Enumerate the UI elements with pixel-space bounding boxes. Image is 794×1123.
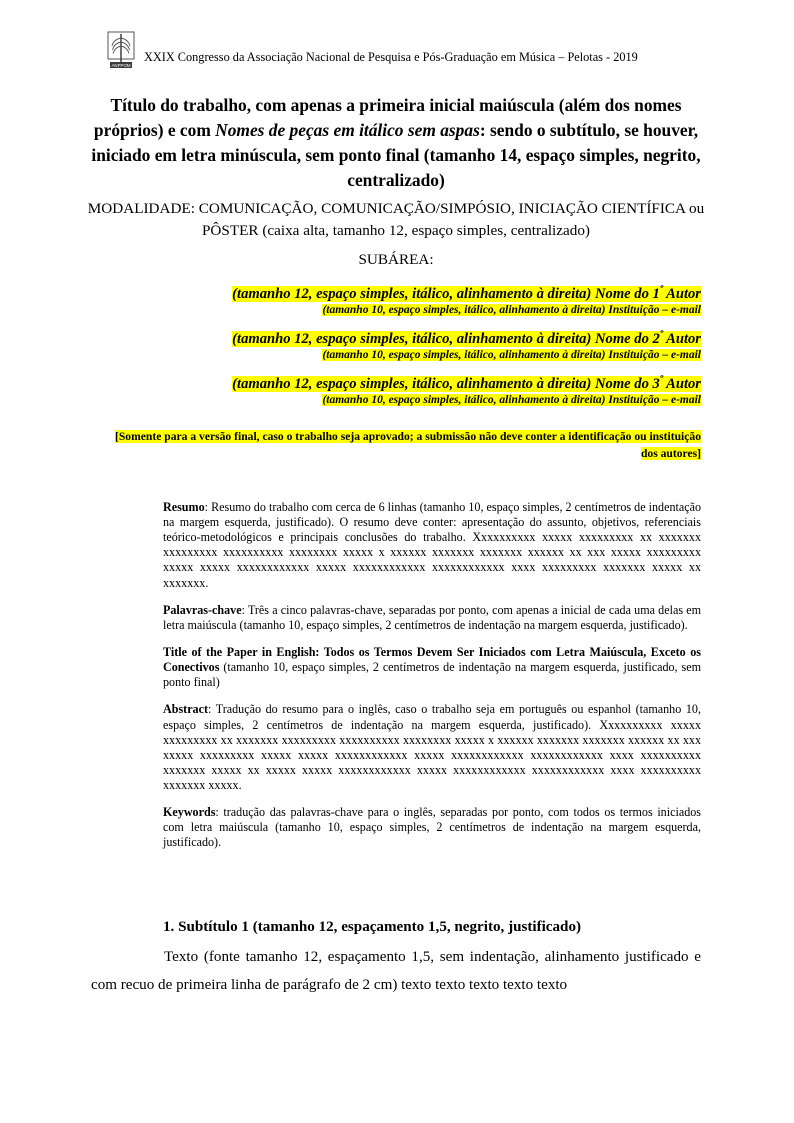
abstract-body: (tamanho 10, espaço simples, 2 centímetros de indentação na margem esquerda, justificado, sem ponto final) xyxy=(163,660,701,690)
abstract-label-sep: : xyxy=(208,702,216,717)
anppom-logo-icon xyxy=(106,31,136,69)
author-name-suffix: Autor xyxy=(663,376,701,392)
author-name-suffix: Autor xyxy=(663,286,701,302)
author-institution-text: (tamanho 10, espaço simples, itálico, alinhamento à direita) Instituição – e-mail xyxy=(322,349,701,361)
abstract-body: Três a cinco palavras-chave, separadas por ponto, com apenas a inicial de cada uma delas em letra maiúscula (tamanho 10, espaço simples, 2 centímetros de indentação na margem esquerda, justificado). xyxy=(163,602,701,632)
author-ordinal: º xyxy=(659,374,663,386)
author-institution-line xyxy=(107,348,701,363)
abstract-paragraph xyxy=(163,702,701,793)
author-entry xyxy=(107,286,701,318)
abstract-label: Title of the Paper in English: Todos os Termos Devem Ser Iniciados com Letra Maiúscula, Exceto os Conectivos xyxy=(163,645,701,675)
page-header xyxy=(106,31,701,69)
svg-text:ANPPOM: ANPPOM xyxy=(111,62,131,68)
author-name-prefix: (tamanho 12, espaço simples, itálico, alinhamento à direita) Nome do 1 xyxy=(232,286,660,302)
abstract-area xyxy=(163,488,701,862)
author-ordinal: º xyxy=(659,284,663,296)
abstract-label: Keywords xyxy=(163,805,216,820)
author-institution-line xyxy=(107,303,701,318)
section-heading: 1. Subtítulo 1 (tamanho 12, espaçamento 1,5, negrito, justificado) xyxy=(163,919,582,935)
abstract-label: Palavras-chave xyxy=(163,602,242,617)
author-entry xyxy=(107,331,701,363)
abstract-label: Abstract xyxy=(163,702,209,717)
final-version-note-text: [Somente para a versão final, caso o trabalho seja aprovado; a submissão não deve conter a identificação ou instituição dos autores] xyxy=(114,430,701,460)
page-title xyxy=(86,93,706,193)
author-institution-text: (tamanho 10, espaço simples, itálico, alinhamento à direita) Instituição – e-mail xyxy=(322,304,701,316)
abstract-body: tradução das palavras-chave para o inglês, separadas por ponto, com todos os termos iniciados com letra maiúscula (tamanho 10, espaço simples, 2 centímetros de indentação na margem esquerda, justificado). xyxy=(163,805,701,850)
author-institution-text: (tamanho 10, espaço simples, itálico, alinhamento à direita) Instituição – e-mail xyxy=(322,394,701,406)
author-name-line xyxy=(107,286,701,303)
abstract-label: Resumo xyxy=(163,500,205,515)
body-paragraph: Texto (fonte tamanho 12, espaçamento 1,5, sem indentação, alinhamento justificado e com recuo de primeira linha de parágrafo de 2 cm) texto texto texto texto texto xyxy=(91,949,701,993)
author-ordinal: º xyxy=(659,329,663,341)
author-name-line xyxy=(107,376,701,393)
abstract-label-sep: : xyxy=(215,805,224,820)
author-name-prefix: (tamanho 12, espaço simples, itálico, alinhamento à direita) Nome do 3 xyxy=(232,376,660,392)
header-title: XXIX Congresso da Associação Nacional de Pesquisa e Pós-Graduação em Música – Pelotas - 2019 xyxy=(144,49,638,64)
title-part-2: : sendo o subtítulo, se houver, iniciado em letra minúscula, sem ponto final (tamanho 14, espaço simples, negrito, centralizado) xyxy=(91,120,701,190)
abstract-paragraph xyxy=(163,645,701,690)
abstract-paragraph xyxy=(163,500,701,591)
author-name-line xyxy=(107,331,701,348)
abstract-label-sep: : xyxy=(241,602,248,617)
subarea-line: SUBÁREA: xyxy=(358,251,434,268)
final-version-note xyxy=(107,428,701,462)
authors-block xyxy=(107,286,701,421)
author-name-suffix: Autor xyxy=(663,331,701,347)
title-italic-part: Nomes de peças em itálico sem aspas xyxy=(215,120,480,140)
abstract-paragraph xyxy=(163,805,701,850)
abstract-paragraph xyxy=(163,603,701,633)
modality-line: MODALIDADE: COMUNICAÇÃO, COMUNICAÇÃO/SIMPÓSIO, INICIAÇÃO CIENTÍFICA ou PÔSTER (caixa alta, tamanho 12, espaço simples, centralizado) xyxy=(87,200,705,239)
abstract-body: Resumo do trabalho com cerca de 6 linhas (tamanho 10, espaço simples, 2 centímetros de indentação na margem esquerda, justificado). O resumo deve conter: apresentação do assunto, objetivos, referenciais teórico-metodológicos e principais conclusões do trabalho. Xxxxxxxxxx xxxxx xxxxxxxxx xx xxxxxxx xxxxxxxxx xxxxxxxxxx xxxxxxxx xxxxx x xxxxxx xxxxxxx xxxxxxx xxxxxx xx xxx xxxxx xxxxxxxxx xxxxx xxxxx xxxxxxxxxxxx xxxxx xxxxxxxxxxxx xxxxxxxxxxxx xxxx xxxxxxxxx xxxxxxx xxxxx xx xxxxxxx. xyxy=(163,500,702,590)
author-entry xyxy=(107,376,701,408)
author-name-prefix: (tamanho 12, espaço simples, itálico, alinhamento à direita) Nome do 2 xyxy=(232,331,660,347)
abstract-body: Tradução do resumo para o inglês, caso o trabalho seja em português ou espanhol (tamanho 10, espaço simples, 2 centímetros de indentação na margem esquerda, justificado). Xxxxxxxxxx xxxxx xxxxxxxxx xx xxxxxxx xxxxxxxxx xxxxxxxxxx xxxxxxxx xxxxx x xxxxxx xxxxxxx xxxxxxx xxxxxx xx xxx xxxxx xxxxxxxxx xxxxx xxxxx xxxxxxxxxxxx xxxxx xxxxxxxxxxxx xxxxxxxxxxxx xxxx xxxxxxxxxx xxxxxxx xxxxx xx xxxxx xxxxx xxxxxxxxxxxx xxxxx xxxxxxxxxxxx xxxxxxxxxxxx xxxx xxxxxxxxxx xxxxxxx xxxxx. xyxy=(163,702,701,792)
title-part-1: Título do trabalho, com apenas a primeira inicial maiúscula (além dos nomes próprios) e com xyxy=(93,95,682,140)
abstract-label-sep: : xyxy=(204,500,212,515)
author-institution-line xyxy=(107,393,701,408)
